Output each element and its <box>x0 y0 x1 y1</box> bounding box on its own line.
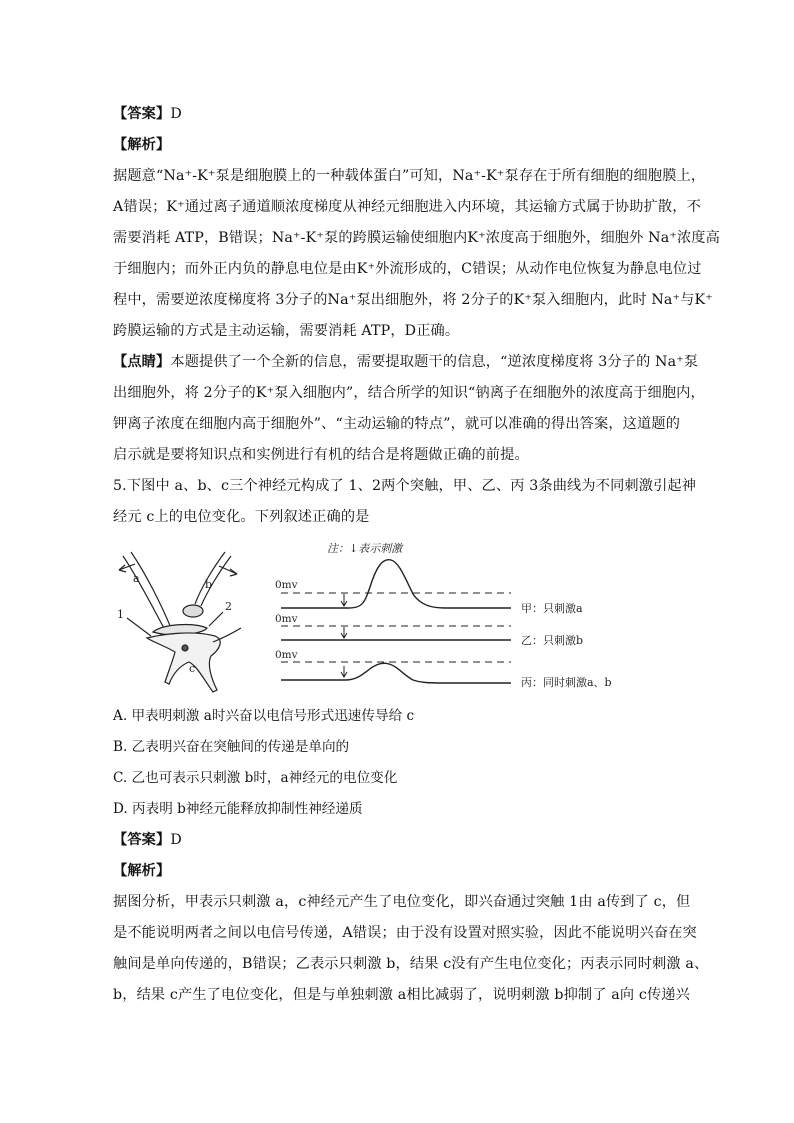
analysis-label: 【解析】 <box>113 863 171 879</box>
option-a: A. 甲表明刺激 a时兴奋以电信号形式迅速传导给 c <box>113 708 415 724</box>
analysis-line: 需要消耗 ATP，B错误；Na⁺-K⁺泵的跨膜运输使细胞内K⁺浓度高于细胞外，细胞外 Na⁺浓度高 <box>113 230 720 246</box>
curve-label-yi: 乙：只刺激b <box>521 634 584 647</box>
answer-line-1 <box>113 104 687 124</box>
question-line: 经元 c上的电位变化。下列叙述正确的是 <box>113 509 370 525</box>
analysis-line: A错误；K⁺通过离子通道顺浓度梯度从神经元细胞进入内环境，其运输方式属于协助扩散，不 <box>113 199 701 215</box>
analysis-line: 据图分析，甲表示只刺激 a，c神经元产生了电位变化，即兴奋通过突触 1由 a传到了 c，但 <box>113 894 691 910</box>
tip-line: 出细胞外，将 2分子的K⁺泵入细胞内”，结合所学的知识“钠离子在细胞外的浓度高于细胞内， <box>113 385 705 401</box>
answer-label: 【答案】 <box>113 832 171 848</box>
tip-line: 钾离子浓度在细胞内高于细胞外”、“主动运输的特点”，就可以准确的得出答案，这道题的 <box>113 416 681 432</box>
analysis-line: 于细胞内；而外正内负的静息电位是由K⁺外流形成的，C错误；从动作电位恢复为静息电位过 <box>113 261 702 277</box>
question-line: 5.下图中 a、b、c三个神经元构成了 1、2两个突触，甲、乙、丙 3条曲线为不同刺激引起神 <box>113 478 697 494</box>
tip-line-1 <box>113 352 699 372</box>
zero-mv-label: 0mv <box>275 649 298 661</box>
option-d: D. 丙表明 b神经元能释放抑制性神经递质 <box>113 801 363 817</box>
answer-value: D <box>170 832 182 848</box>
tip-label: 【点睛】 <box>113 354 171 370</box>
curve-label-jia: 甲：只刺激a <box>521 602 583 615</box>
answer-value: D <box>170 106 182 122</box>
answer-label: 【答案】 <box>113 106 171 122</box>
analysis-line: 跨膜运输的方式是主动运输，需要消耗 ATP，D正确。 <box>113 323 460 339</box>
zero-mv-label: 0mv <box>275 579 298 591</box>
label-synapse-2: 2 <box>225 600 232 613</box>
neuron-figure <box>113 538 685 700</box>
zero-mv-label: 0mv <box>275 613 298 625</box>
analysis-line: 据题意“Na⁺-K⁺泵是细胞膜上的一种载体蛋白”可知，Na⁺-K⁺泵存在于所有细胞的细胞膜上， <box>113 168 706 184</box>
analysis-line: 程中，需要逆浓度梯度将 3分子的Na⁺泵出细胞外，将 2分子的K⁺泵入细胞内，此时 Na⁺与K⁺ <box>113 292 713 308</box>
curve-bing <box>281 663 511 683</box>
curve-label-bing: 丙：同时刺激a、b <box>521 676 612 689</box>
analysis-line: 是不能说明两者之间以电信号传递，A错误；由于没有设置对照实验，因此不能说明兴奋在突 <box>113 925 697 941</box>
analysis-line: 触间是单向传递的，B错误；乙表示只刺激 b，结果 c没有产生电位变化；丙表示同时刺激 a、 <box>113 956 709 972</box>
label-b: b <box>205 578 213 591</box>
option-c: C. 乙也可表示只刺激 b时，a神经元的电位变化 <box>113 770 398 786</box>
analysis-label: 【解析】 <box>113 137 171 153</box>
tip-text: 本题提供了一个全新的信息，需要提取题干的信息，“逆浓度梯度将 3分子的 Na⁺泵 <box>170 354 699 370</box>
label-synapse-1: 1 <box>117 608 124 621</box>
answer-line-2 <box>113 830 687 850</box>
option-b: B. 乙表明兴奋在突触间的传递是单向的 <box>113 739 350 755</box>
figure-note: 注：↓表示刺激 <box>327 542 403 555</box>
curve-jia <box>281 560 511 608</box>
tip-line: 启示就是要将知识点和实例进行有机的结合是将题做正确的前提。 <box>113 447 529 463</box>
analysis-line: b，结果 c产生了电位变化，但是与单独刺激 a相比减弱了，说明刺激 b抑制了 a向 c传递兴 <box>113 987 690 1003</box>
label-a: a <box>133 572 140 585</box>
label-c: c <box>189 662 196 675</box>
